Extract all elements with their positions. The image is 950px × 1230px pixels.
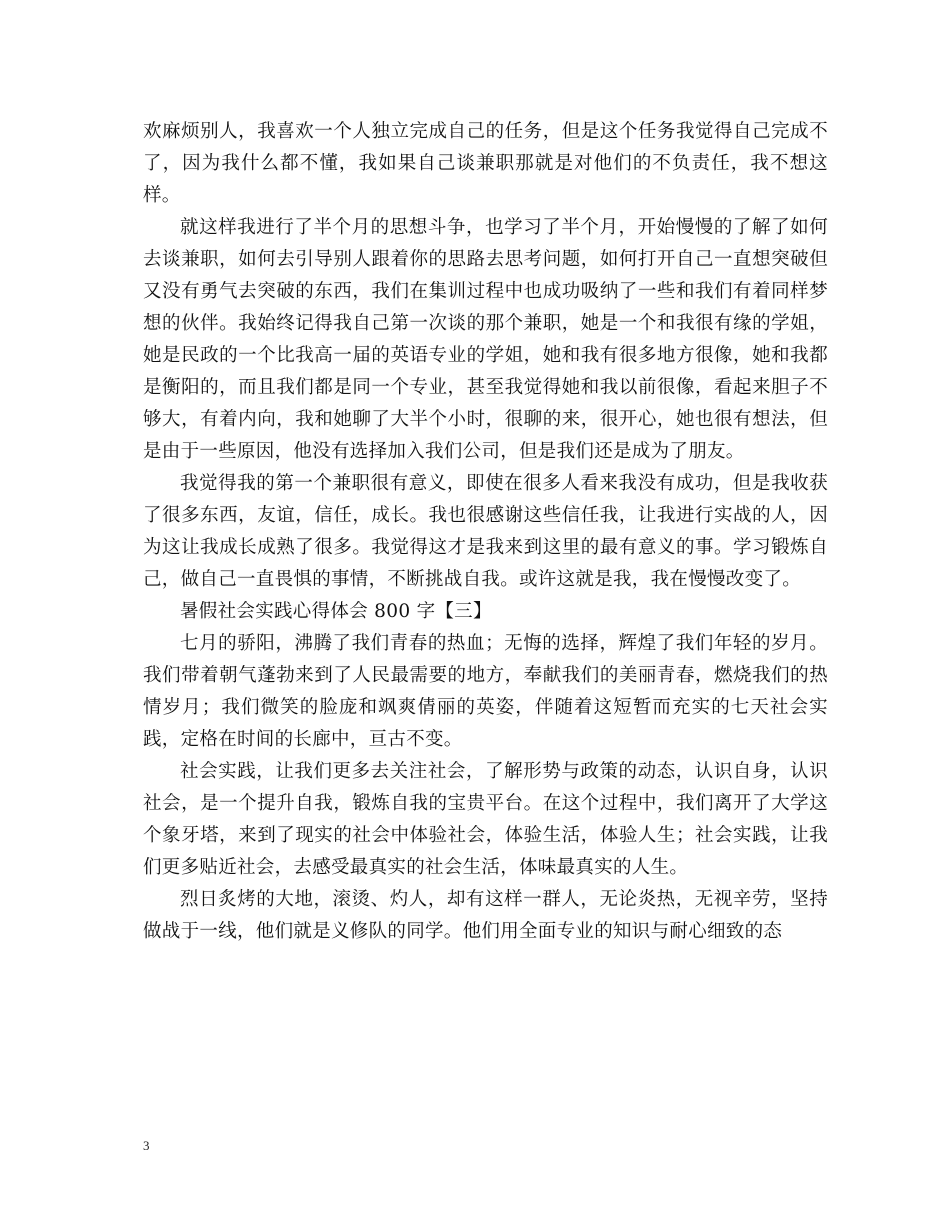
paragraph: 欢麻烦别人，我喜欢一个人独立完成自己的任务，但是这个任务我觉得自己完成不了，因为我什么都不懂，我如果自己谈兼职那就是对他们的不负责任，我不想这样。: [143, 121, 828, 206]
paragraph: 七月的骄阳，沸腾了我们青春的热血；无悔的选择，辉煌了我们年轻的岁月。我们带着朝气蓬勃来到了人民最需要的地方，奉献我们的美丽青春，燃烧我们的热情岁月；我们微笑的脸庞和飒爽倩丽的英姿，伴随着这短暂而充实的七天社会实践，定格在时间的长廊中，亘古不变。: [143, 633, 828, 750]
paragraph: 烈日炙烤的大地，滚烫、灼人，却有这样一群人，无论炎热，无视辛劳，坚持做战于一线，他们就是义修队的同学。他们用全面专业的知识与耐心细致的态: [143, 889, 828, 942]
paragraph: 我觉得我的第一个兼职很有意义，即使在很多人看来我没有成功，但是我收获了很多东西，友谊，信任，成长。我也很感谢这些信任我，让我进行实战的人，因为这让我成长成熟了很多。我觉得这才是我来到这里的最有意义的事。学习锻炼自己，做自己一直畏惧的事情，不断挑战自我。或许这就是我，我在慢慢改变了。: [143, 473, 828, 590]
page-number: 3: [143, 1138, 150, 1153]
paragraph: 就这样我进行了半个月的思想斗争，也学习了半个月，开始慢慢的了解了如何去谈兼职，如何去引导别人跟着你的思路去思考问题，如何打开自己一直想突破但又没有勇气去突破的东西，我们在集训过程中也成功吸纳了一些和我们有着同样梦想的伙伴。我始终记得我自己第一次谈的那个兼职，她是一个和我很有缘的学姐，她是民政的一个比我高一届的英语专业的学姐，她和我有很多地方很像，她和我都是衡阳的，而且我们都是同一个专业，甚至我觉得她和我以前很像，看起来胆子不够大，有着内向，我和她聊了大半个小时，很聊的来，很开心，她也很有想法，但是由于一些原因，他没有选择加入我们公司，但是我们还是成为了朋友。: [143, 217, 828, 462]
document-body: [143, 116, 828, 948]
section-heading: 暑假社会实践心得体会 800 字【三】: [180, 601, 492, 622]
paragraph: 社会实践，让我们更多去关注社会，了解形势与政策的动态，认识自身，认识社会，是一个提升自我，锻炼自我的宝贵平台。在这个过程中，我们离开了大学这个象牙塔，来到了现实的社会中体验社会，体验生活，体验人生；社会实践，让我们更多贴近社会，去感受最真实的社会生活，体味最真实的人生。: [143, 761, 828, 878]
